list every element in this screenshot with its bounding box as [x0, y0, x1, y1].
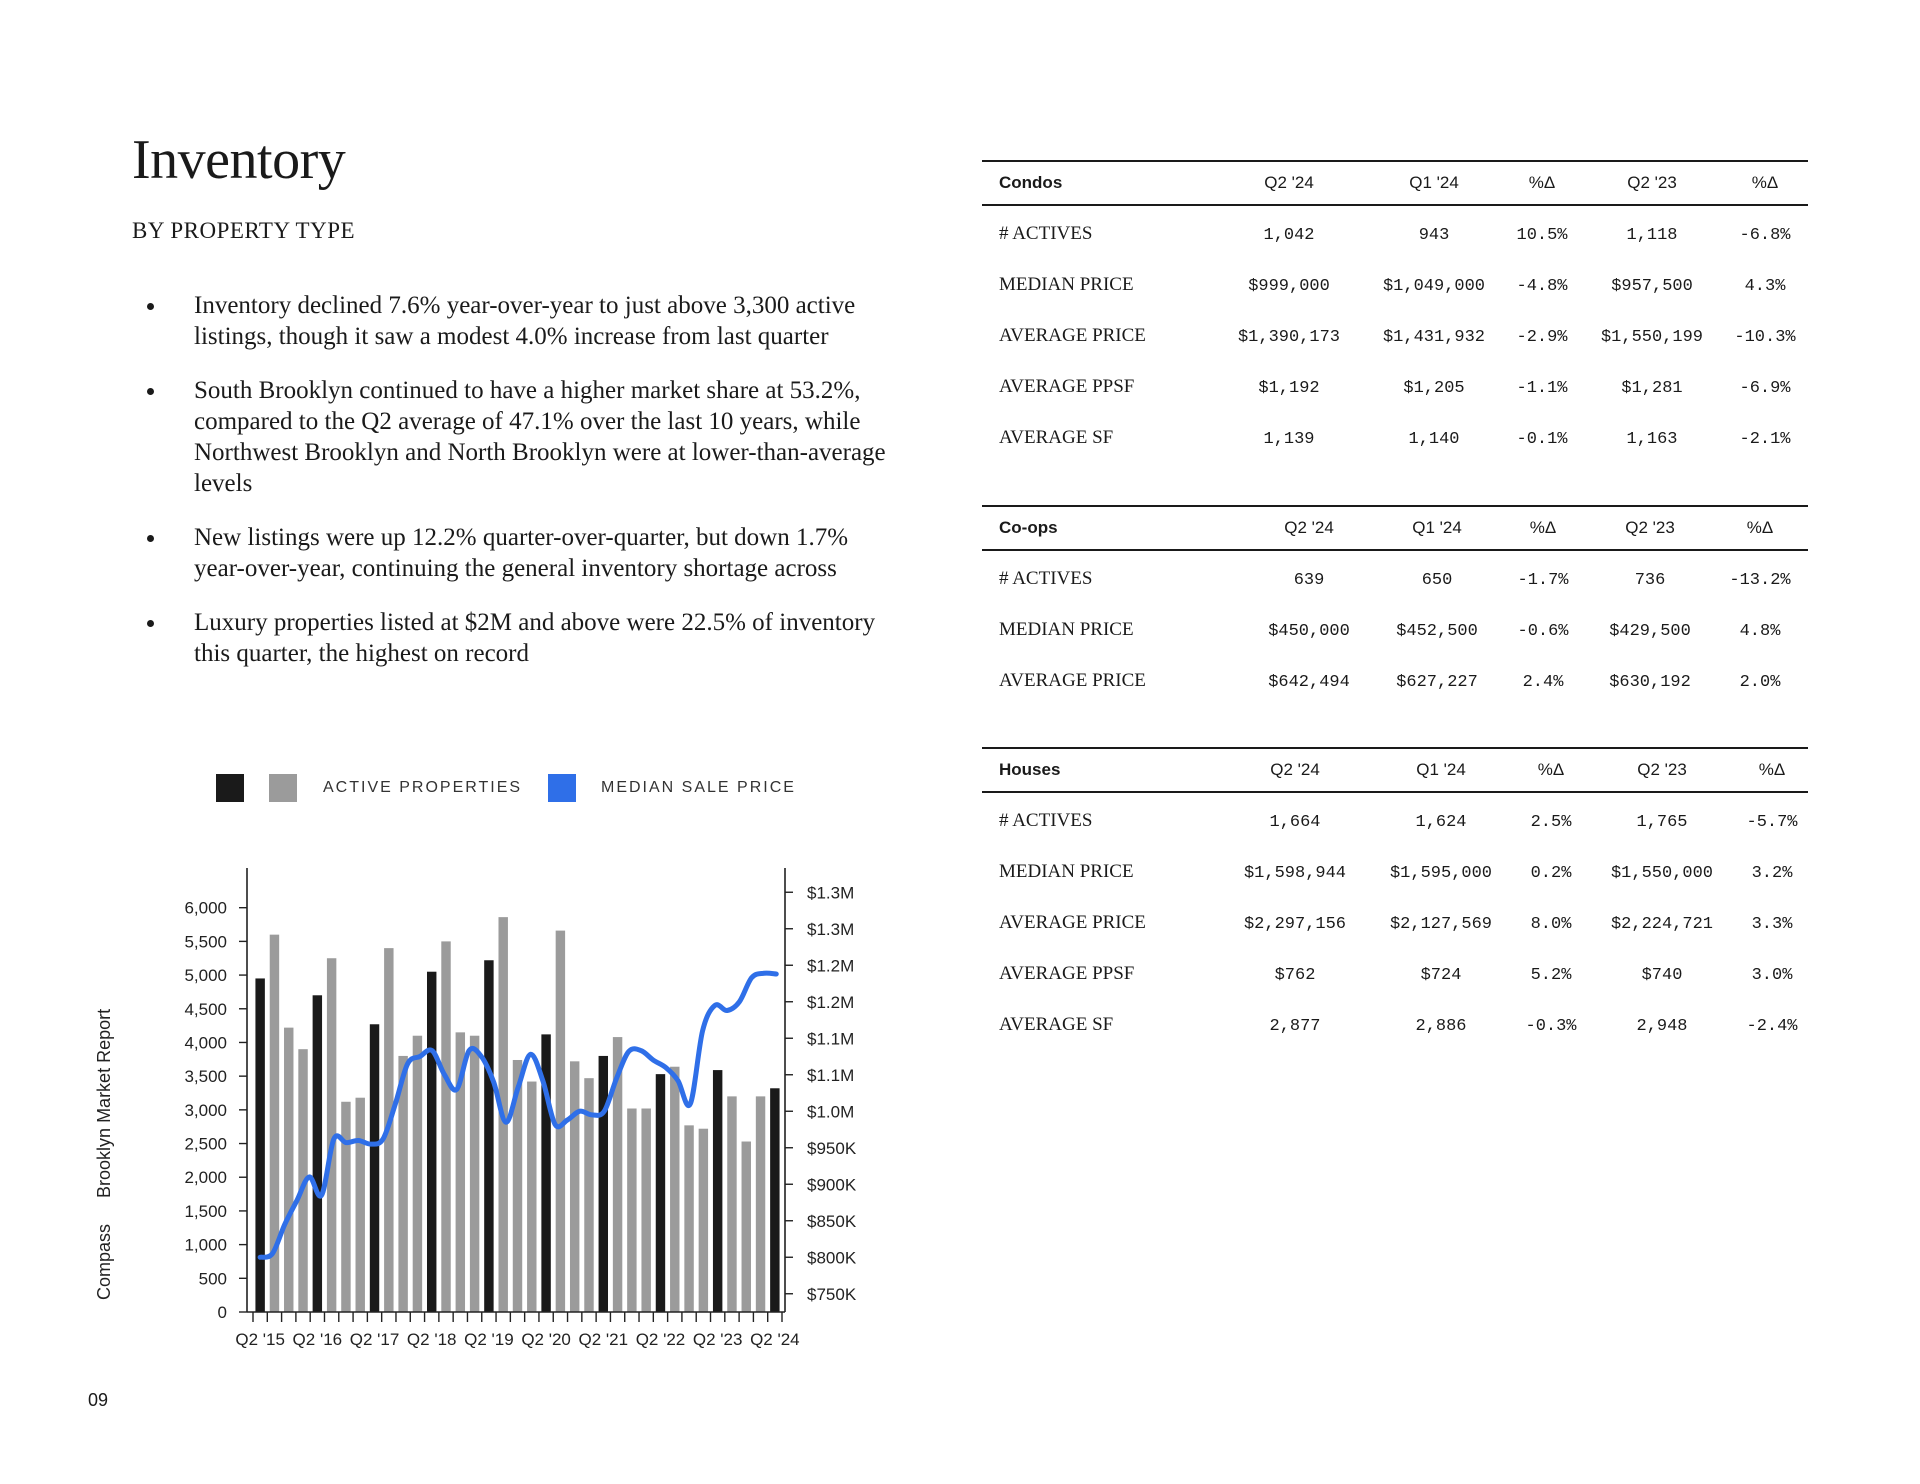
table-cell: $762	[1274, 966, 1316, 985]
table-cell: $957,500	[1611, 277, 1693, 296]
x-axis-tick-label: Q2 '17	[349, 1330, 400, 1349]
row-label: MEDIAN PRICE	[999, 861, 1134, 882]
left-axis-tick-label: 500	[198, 1269, 227, 1289]
bar	[427, 972, 436, 1312]
table-cell: -0.1%	[1516, 430, 1568, 449]
bullet-item	[132, 522, 902, 584]
table-cell: $1,598,944	[1243, 864, 1347, 883]
table-cell: 3.2%	[1751, 864, 1793, 883]
column-header: Q2 '24	[1284, 518, 1334, 537]
row-label: MEDIAN PRICE	[999, 619, 1134, 640]
page-number: 09	[88, 1390, 109, 1410]
table-row	[982, 895, 1808, 946]
x-axis-tick-label: Q2 '21	[578, 1330, 629, 1349]
right-axis-tick-label: $900K	[807, 1175, 857, 1195]
bullet-item	[132, 290, 902, 352]
right-axis-tick-label: $850K	[807, 1211, 857, 1231]
bar	[713, 1070, 722, 1312]
left-axis-tick-label: 6,000	[184, 898, 227, 918]
column-header: %Δ	[1751, 173, 1779, 192]
table-cell: $1,205	[1403, 379, 1465, 398]
right-axis-tick-label: $1.3M	[807, 883, 855, 903]
right-axis-tick-label: $1.1M	[807, 1065, 855, 1085]
right-axis-tick-label: $750K	[807, 1284, 857, 1304]
table-cell: 8.0%	[1530, 915, 1572, 934]
bullet-dot-icon	[147, 388, 154, 395]
table-cell: 943	[1418, 226, 1450, 245]
left-axis-tick-label: 5,500	[184, 932, 227, 952]
inventory-chart	[150, 860, 870, 1350]
row-label: AVERAGE PRICE	[999, 912, 1146, 933]
table-cell: -2.1%	[1739, 430, 1791, 449]
bullet-item	[132, 375, 902, 499]
table-cell: 4.3%	[1744, 277, 1786, 296]
x-axis-tick-label: Q2 '22	[635, 1330, 686, 1349]
page-subtitle: BY PROPERTY TYPE	[132, 218, 356, 243]
table-category: Condos	[999, 173, 1063, 192]
bar	[641, 1108, 650, 1312]
bullet-item	[132, 607, 902, 669]
table-cell: 1,118	[1626, 226, 1678, 245]
left-axis-tick-label: 1,500	[184, 1201, 227, 1221]
table-cell: -6.9%	[1739, 379, 1791, 398]
table-cell: 1,624	[1415, 813, 1467, 832]
legend-swatch-price	[548, 774, 576, 802]
sidebar-report: Brooklyn Market Report	[94, 1008, 114, 1198]
legend-swatch-other	[269, 774, 297, 802]
table-cell: -2.4%	[1746, 1017, 1798, 1036]
table-cell: -4.8%	[1516, 277, 1568, 296]
table-cell: 1,042	[1263, 226, 1315, 245]
table-houses	[982, 747, 1808, 1048]
table-header	[982, 747, 1808, 793]
bullet-dot-icon	[147, 620, 154, 627]
row-label: AVERAGE PRICE	[999, 670, 1146, 691]
right-axis-tick-label: $800K	[807, 1248, 857, 1268]
left-axis-tick-label: 4,500	[184, 999, 227, 1019]
row-label: # ACTIVES	[999, 810, 1093, 831]
table-cell: -2.9%	[1516, 328, 1568, 347]
table-row	[982, 946, 1808, 997]
left-axis-tick-label: 2,500	[184, 1134, 227, 1154]
bar	[656, 1074, 665, 1312]
table-cell: 1,765	[1636, 813, 1688, 832]
bullet-dot-icon	[147, 535, 154, 542]
bar	[727, 1096, 736, 1312]
column-header: Q2 '24	[1264, 173, 1314, 192]
table-cell: 3.0%	[1751, 966, 1793, 985]
table-cell: 2,948	[1636, 1017, 1688, 1036]
left-axis-tick-label: 2,000	[184, 1168, 227, 1188]
bar	[313, 995, 322, 1312]
column-header: %Δ	[1528, 173, 1556, 192]
bar	[756, 1096, 765, 1312]
table-cell: 1,140	[1408, 430, 1460, 449]
bar	[356, 1098, 365, 1312]
page-title: Inventory	[132, 129, 346, 191]
table-cell: -1.7%	[1517, 571, 1569, 590]
bar	[770, 1088, 779, 1312]
table-cell: $2,297,156	[1243, 915, 1347, 934]
table-cell: $627,227	[1396, 673, 1478, 692]
bar	[441, 941, 450, 1312]
table-condos	[982, 160, 1808, 461]
left-axis-tick-label: 4,000	[184, 1033, 227, 1053]
table-row	[982, 793, 1808, 844]
table-row	[982, 551, 1808, 602]
table-cell: $429,500	[1609, 622, 1691, 641]
table-cell: $1,281	[1621, 379, 1683, 398]
left-axis-tick-label: 0	[217, 1303, 227, 1322]
x-axis-tick-label: Q2 '19	[464, 1330, 514, 1349]
column-header: Q1 '24	[1412, 518, 1462, 537]
x-axis-tick-label: Q2 '23	[692, 1330, 743, 1349]
table-cell: 2.5%	[1530, 813, 1572, 832]
sidebar-brand: Compass	[94, 1223, 114, 1300]
bar	[684, 1125, 693, 1312]
column-header: Q2 '24	[1270, 760, 1320, 779]
table-cell: $452,500	[1396, 622, 1478, 641]
table-cell: -0.3%	[1525, 1017, 1577, 1036]
table-cell: 0.2%	[1530, 864, 1572, 883]
table-cell: -6.8%	[1739, 226, 1791, 245]
left-axis-tick-label: 3,500	[184, 1067, 227, 1087]
table-category: Houses	[999, 760, 1061, 779]
column-header: Q2 '23	[1625, 518, 1675, 537]
table-cell: $2,127,569	[1389, 915, 1493, 934]
sidebar-label	[94, 960, 118, 1300]
table-cell: 650	[1421, 571, 1453, 590]
bar	[527, 1082, 536, 1312]
right-axis-tick-label: $1.1M	[807, 1029, 855, 1049]
legend-label-active: ACTIVE PROPERTIES	[323, 779, 523, 796]
table-cell: $999,000	[1248, 277, 1330, 296]
table-row	[982, 308, 1808, 359]
table-cell: 1,664	[1269, 813, 1321, 832]
table-cell: 736	[1634, 571, 1666, 590]
table-row	[982, 602, 1808, 653]
row-label: # ACTIVES	[999, 223, 1093, 244]
column-header: Q1 '24	[1416, 760, 1466, 779]
table-row	[982, 844, 1808, 895]
bar	[341, 1102, 350, 1312]
table-coops	[982, 505, 1808, 704]
bar	[284, 1028, 293, 1312]
left-axis-tick-label: 3,000	[184, 1100, 227, 1120]
bar	[742, 1142, 751, 1312]
row-label: # ACTIVES	[999, 568, 1093, 589]
bar	[670, 1067, 679, 1312]
table-cell: 10.5%	[1516, 226, 1568, 245]
table-cell: -10.3%	[1734, 328, 1796, 347]
table-cell: $1,595,000	[1389, 864, 1493, 883]
table-cell: 3.3%	[1751, 915, 1793, 934]
table-row	[982, 997, 1808, 1048]
table-cell: 2.4%	[1522, 673, 1564, 692]
table-cell: 1,139	[1263, 430, 1315, 449]
table-cell: -13.2%	[1729, 571, 1791, 590]
x-axis-tick-label: Q2 '16	[292, 1330, 343, 1349]
table-cell: -1.1%	[1516, 379, 1568, 398]
table-cell: -0.6%	[1517, 622, 1569, 641]
left-axis-tick-label: 5,000	[184, 966, 227, 986]
table-cell: $1,049,000	[1382, 277, 1486, 296]
table-cell: $1,431,932	[1382, 328, 1486, 347]
table-cell: 2,886	[1415, 1017, 1467, 1036]
x-axis-tick-label: Q2 '15	[235, 1330, 285, 1349]
left-axis-tick-label: 1,000	[184, 1235, 227, 1255]
row-label: AVERAGE PPSF	[999, 376, 1135, 397]
row-label: AVERAGE PPSF	[999, 963, 1135, 984]
table-cell: 2,877	[1269, 1017, 1321, 1036]
right-axis-tick-label: $1.2M	[807, 956, 855, 976]
table-cell: $630,192	[1609, 673, 1691, 692]
table-cell: 1,163	[1626, 430, 1678, 449]
table-cell: $1,390,173	[1237, 328, 1341, 347]
right-axis-tick-label: $950K	[807, 1138, 857, 1158]
table-row	[982, 410, 1808, 461]
x-axis-tick-label: Q2 '20	[521, 1330, 571, 1349]
bar	[470, 1036, 479, 1312]
right-axis-tick-label: $1.3M	[807, 919, 855, 939]
row-label: AVERAGE SF	[999, 427, 1114, 448]
table-cell: $1,192	[1258, 379, 1320, 398]
table-cell: $2,224,721	[1610, 915, 1714, 934]
bullet-text: South Brooklyn continued to have a higher market share at 53.2%, compared to the Q2 average of 47.1% over the last 10 years, while Northwest Brooklyn and North Brooklyn were at lower-than-average levels	[194, 377, 886, 497]
table-cell: -5.7%	[1746, 813, 1798, 832]
column-header: %Δ	[1529, 518, 1557, 537]
x-axis-tick-label: Q2 '24	[750, 1330, 800, 1349]
bar	[370, 1024, 379, 1312]
bullet-text: New listings were up 12.2% quarter-over-quarter, but down 1.7% year-over-year, continuing the general inventory shortage across	[194, 524, 849, 582]
table-cell: $450,000	[1268, 622, 1350, 641]
table-cell: 5.2%	[1530, 966, 1572, 985]
table-row	[982, 257, 1808, 308]
table-header	[982, 505, 1808, 551]
legend-swatch-q2	[216, 774, 244, 802]
bullet-text: Inventory declined 7.6% year-over-year to just above 3,300 active listings, though it saw a modest 4.0% increase from last quarter	[194, 292, 856, 350]
row-label: AVERAGE PRICE	[999, 325, 1146, 346]
table-category: Co-ops	[999, 518, 1058, 537]
column-header: %Δ	[1746, 518, 1774, 537]
table-cell: $642,494	[1268, 673, 1350, 692]
table-row	[982, 653, 1808, 704]
bullet-text: Luxury properties listed at $2M and above were 22.5% of inventory this quarter, the highest on record	[194, 609, 876, 667]
bullet-dot-icon	[147, 303, 154, 310]
column-header: %Δ	[1537, 760, 1565, 779]
bar	[699, 1129, 708, 1312]
bar	[413, 1036, 422, 1312]
table-cell: $1,550,199	[1600, 328, 1704, 347]
table-cell: $740	[1641, 966, 1683, 985]
table-header	[982, 160, 1808, 206]
bar	[627, 1108, 636, 1312]
table-cell: 2.0%	[1739, 673, 1781, 692]
table-cell: 639	[1293, 571, 1325, 590]
table-row	[982, 206, 1808, 257]
row-label: AVERAGE SF	[999, 1014, 1114, 1035]
right-axis-tick-label: $1.0M	[807, 1102, 855, 1122]
bullet-list	[132, 290, 902, 692]
bar	[599, 1056, 608, 1312]
table-cell: $724	[1420, 966, 1462, 985]
bar	[570, 1061, 579, 1312]
legend-label-price: MEDIAN SALE PRICE	[601, 779, 796, 796]
table-row	[982, 359, 1808, 410]
column-header: %Δ	[1758, 760, 1786, 779]
column-header: Q1 '24	[1409, 173, 1459, 192]
right-axis-tick-label: $1.2M	[807, 992, 855, 1012]
column-header: Q2 '23	[1637, 760, 1687, 779]
column-header: Q2 '23	[1627, 173, 1677, 192]
bar	[255, 978, 264, 1312]
row-label: MEDIAN PRICE	[999, 274, 1134, 295]
table-cell: 4.8%	[1739, 622, 1781, 641]
table-cell: $1,550,000	[1610, 864, 1714, 883]
bar	[484, 960, 493, 1312]
x-axis-tick-label: Q2 '18	[406, 1330, 457, 1349]
